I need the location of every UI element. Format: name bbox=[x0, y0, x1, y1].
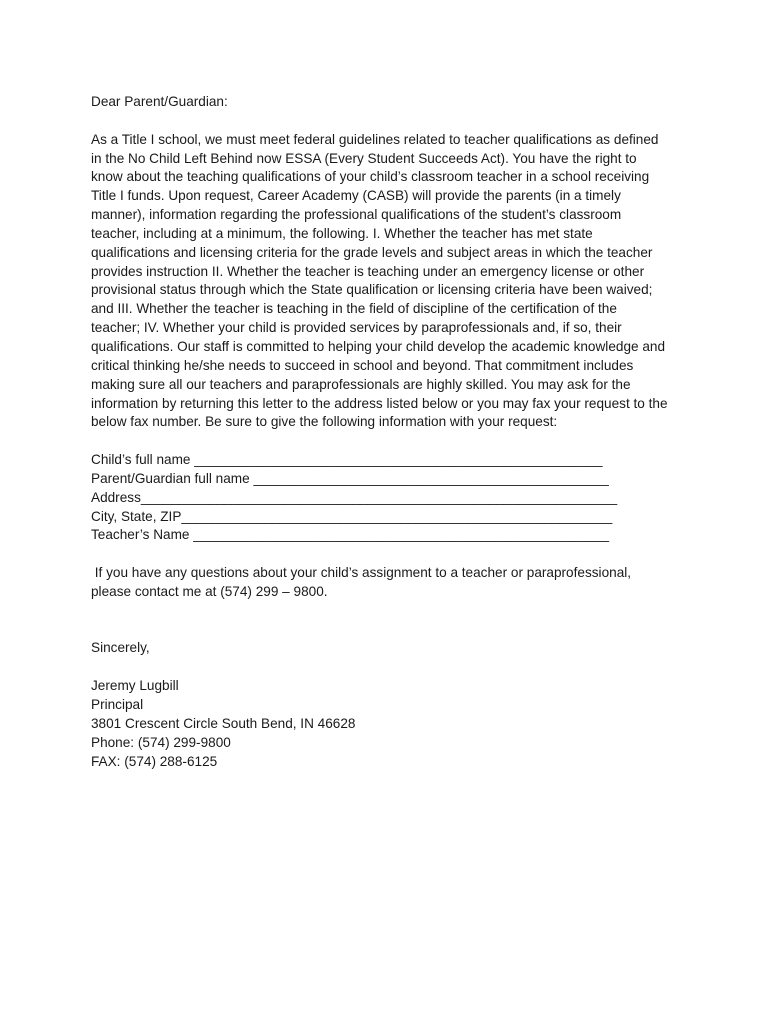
body-line: critical thinking he/she needs to succeed in school and beyond. That commitment includes bbox=[91, 357, 634, 373]
form-field-teachers-name[interactable]: Teacher’s Name _______________________________________________________ bbox=[91, 527, 610, 543]
body-line: Title I funds. Upon request, Career Academy (CASB) will provide the parents (in a timely bbox=[91, 188, 621, 204]
body-line: below fax number. Be sure to give the following information with your request: bbox=[91, 414, 558, 430]
questions-line: If you have any questions about your child’s assignment to a teacher or paraprofessional, bbox=[91, 565, 632, 581]
spacer bbox=[91, 432, 691, 451]
body-line: qualifications. Our staff is committed to helping your child develop the academic knowledge and bbox=[91, 338, 666, 354]
body-line: making sure all our teachers and paraprofessionals are highly skilled. You may ask for the bbox=[91, 376, 631, 392]
questions-line: please contact me at (574) 299 – 9800. bbox=[91, 583, 328, 599]
signer-phone: Phone: (574) 299-9800 bbox=[91, 734, 231, 750]
body-line: provisional status through which the State qualification or licensing criteria have been waived; bbox=[91, 282, 653, 298]
body-paragraph bbox=[91, 131, 691, 433]
spacer bbox=[91, 602, 691, 640]
form-field-guardian-name[interactable]: Parent/Guardian full name _______________________________________________ bbox=[91, 470, 609, 486]
salutation: Dear Parent/Guardian: bbox=[91, 94, 228, 109]
request-form-fields bbox=[91, 451, 691, 545]
body-line: information by returning this letter to the address listed below or you may fax your request to the bbox=[91, 395, 668, 411]
body-line: in the No Child Left Behind now ESSA (Every Student Succeeds Act). You have the right to bbox=[91, 150, 637, 166]
body-line: know about the teaching qualifications of your child’s classroom teacher in a school receiving bbox=[91, 169, 650, 185]
form-field-childs-name[interactable]: Child’s full name ______________________________________________________ bbox=[91, 452, 603, 468]
closing: Sincerely, bbox=[91, 640, 150, 656]
body-line: manner), information regarding the professional qualifications of the student’s classroom bbox=[91, 207, 622, 223]
spacer bbox=[91, 658, 691, 677]
signer-name: Jeremy Lugbill bbox=[91, 678, 179, 694]
signer-title: Principal bbox=[91, 697, 144, 712]
body-line: teacher; IV. Whether your child is provided services by paraprofessionals and, if so, their bbox=[91, 320, 622, 336]
body-line: qualifications and licensing criteria for the grade levels and subject areas in which the teacher bbox=[91, 244, 653, 260]
form-field-address[interactable]: Address_______________________________________________________________ bbox=[91, 489, 618, 505]
body-line: and III. Whether the teacher is teaching in the field of discipline of the certification of the bbox=[91, 301, 617, 317]
questions-paragraph bbox=[91, 564, 691, 602]
body-line: As a Title I school, we must meet federal guidelines related to teacher qualifications as defined bbox=[91, 131, 659, 147]
spacer bbox=[91, 545, 691, 564]
spacer bbox=[91, 112, 691, 131]
signer-fax: FAX: (574) 288-6125 bbox=[91, 753, 218, 769]
signature-block bbox=[91, 677, 691, 771]
letter bbox=[91, 93, 691, 771]
body-line: teacher, including at a minimum, the following. I. Whether the teacher has met state bbox=[91, 225, 593, 241]
signer-address: 3801 Crescent Circle South Bend, IN 46628 bbox=[91, 715, 356, 731]
form-field-city-state-zip[interactable]: City, State, ZIP_________________________________________________________ bbox=[91, 508, 613, 524]
body-line: provides instruction II. Whether the teacher is teaching under an emergency license or other bbox=[91, 263, 645, 279]
